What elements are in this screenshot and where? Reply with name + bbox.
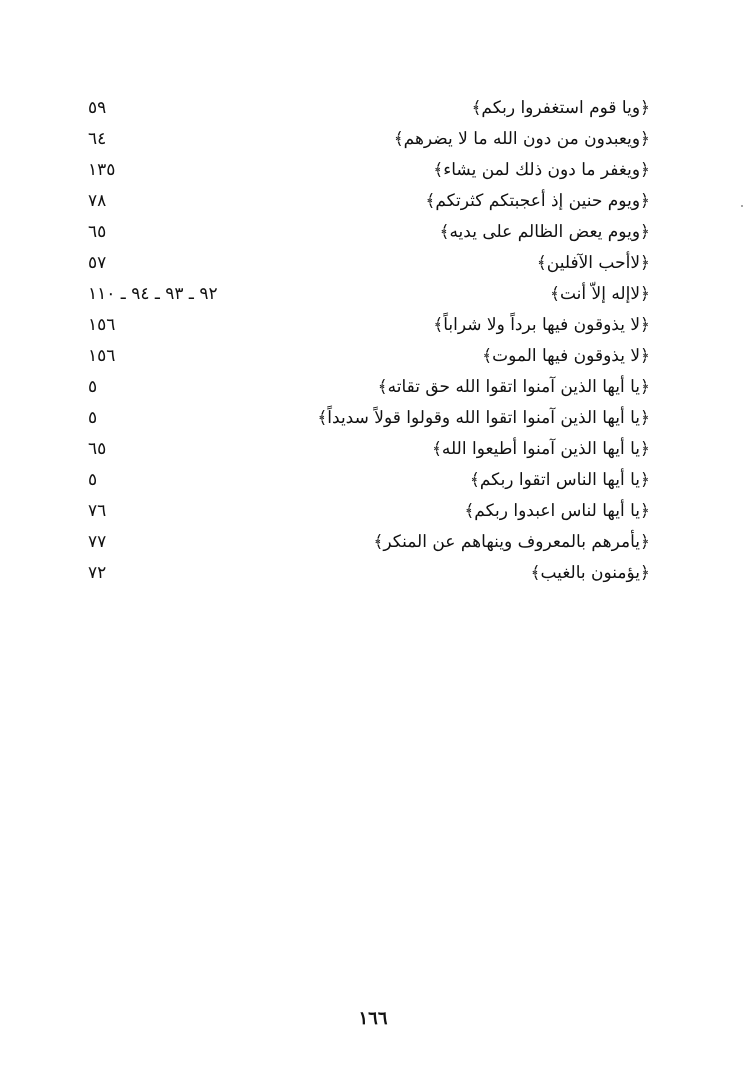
verse-text: ﴿يا أيها الناس اتقوا ربكم﴾ — [469, 470, 650, 490]
verse-text: ﴿يا أيها لناس اعبدوا ربكم﴾ — [464, 501, 650, 521]
index-row — [88, 341, 650, 372]
page-references: ٥٧ — [88, 253, 107, 273]
page-references: ٧٦ — [88, 501, 107, 521]
page-references: ٧٨ — [88, 191, 107, 211]
verse-index-list — [88, 93, 650, 589]
index-row — [88, 403, 650, 434]
margin-mark — [741, 205, 743, 207]
index-row — [88, 248, 650, 279]
page-references: ٥ — [88, 408, 98, 428]
page-references: ٥ — [88, 377, 98, 397]
page-references: ٧٢ — [88, 563, 107, 583]
verse-text: ﴿لا يذوقون فيها الموت﴾ — [482, 346, 650, 366]
index-row — [88, 186, 650, 217]
verse-text: ﴿يؤمنون بالغيب﴾ — [530, 563, 650, 583]
page-references: ١٥٦ — [88, 315, 116, 335]
page-references: ١٣٥ — [88, 160, 116, 180]
index-row — [88, 279, 650, 310]
page-references: ٦٥ — [88, 222, 107, 242]
verse-text: ﴿ويعبدون من دون الله ما لا يضرهم﴾ — [393, 129, 650, 149]
index-row — [88, 310, 650, 341]
page-references: ١٥٦ — [88, 346, 116, 366]
verse-text: ﴿يا أيها الذين آمنوا أطيعوا الله﴾ — [431, 439, 650, 459]
verse-text: ﴿يأمرهم بالمعروف وينهاهم عن المنكر﴾ — [373, 532, 650, 552]
page-number: ١٦٦ — [358, 1008, 388, 1029]
index-row — [88, 217, 650, 248]
page-references: ٧٧ — [88, 532, 107, 552]
index-row — [88, 155, 650, 186]
index-row — [88, 434, 650, 465]
index-row — [88, 372, 650, 403]
verse-text: ﴿يا أيها الذين آمنوا اتقوا الله حق تقاته﴾ — [377, 377, 650, 397]
page-references: ٥٩ — [88, 98, 107, 118]
verse-text: ﴿ويوم يعض الظالم على يديه﴾ — [439, 222, 650, 242]
verse-text: ﴿يا أيها الذين آمنوا اتقوا الله وقولوا قولاً سديداً﴾ — [317, 408, 650, 428]
verse-text: ﴿ويوم حنين إذ أعجبتكم كثرتكم﴾ — [425, 191, 650, 211]
page-references: ٦٤ — [88, 129, 107, 149]
page-references: ٩٢ ـ ٩٣ ـ ٩٤ ـ ١١٠ — [88, 284, 218, 304]
verse-text: ﴿ويا قوم استغفروا ربكم﴾ — [471, 98, 650, 118]
index-row — [88, 558, 650, 589]
verse-text: ﴿لاإله إلاّ أنت﴾ — [549, 284, 650, 304]
index-row — [88, 93, 650, 124]
verse-text: ﴿لا يذوقون فيها برداً ولا شراباً﴾ — [433, 315, 650, 335]
index-row — [88, 465, 650, 496]
page-references: ٦٥ — [88, 439, 107, 459]
index-row — [88, 527, 650, 558]
index-row — [88, 124, 650, 155]
verse-text: ﴿لاأحب الآفلين﴾ — [536, 253, 650, 273]
index-row — [88, 496, 650, 527]
verse-text: ﴿ويغفر ما دون ذلك لمن يشاء﴾ — [433, 160, 650, 180]
page-references: ٥ — [88, 470, 98, 490]
